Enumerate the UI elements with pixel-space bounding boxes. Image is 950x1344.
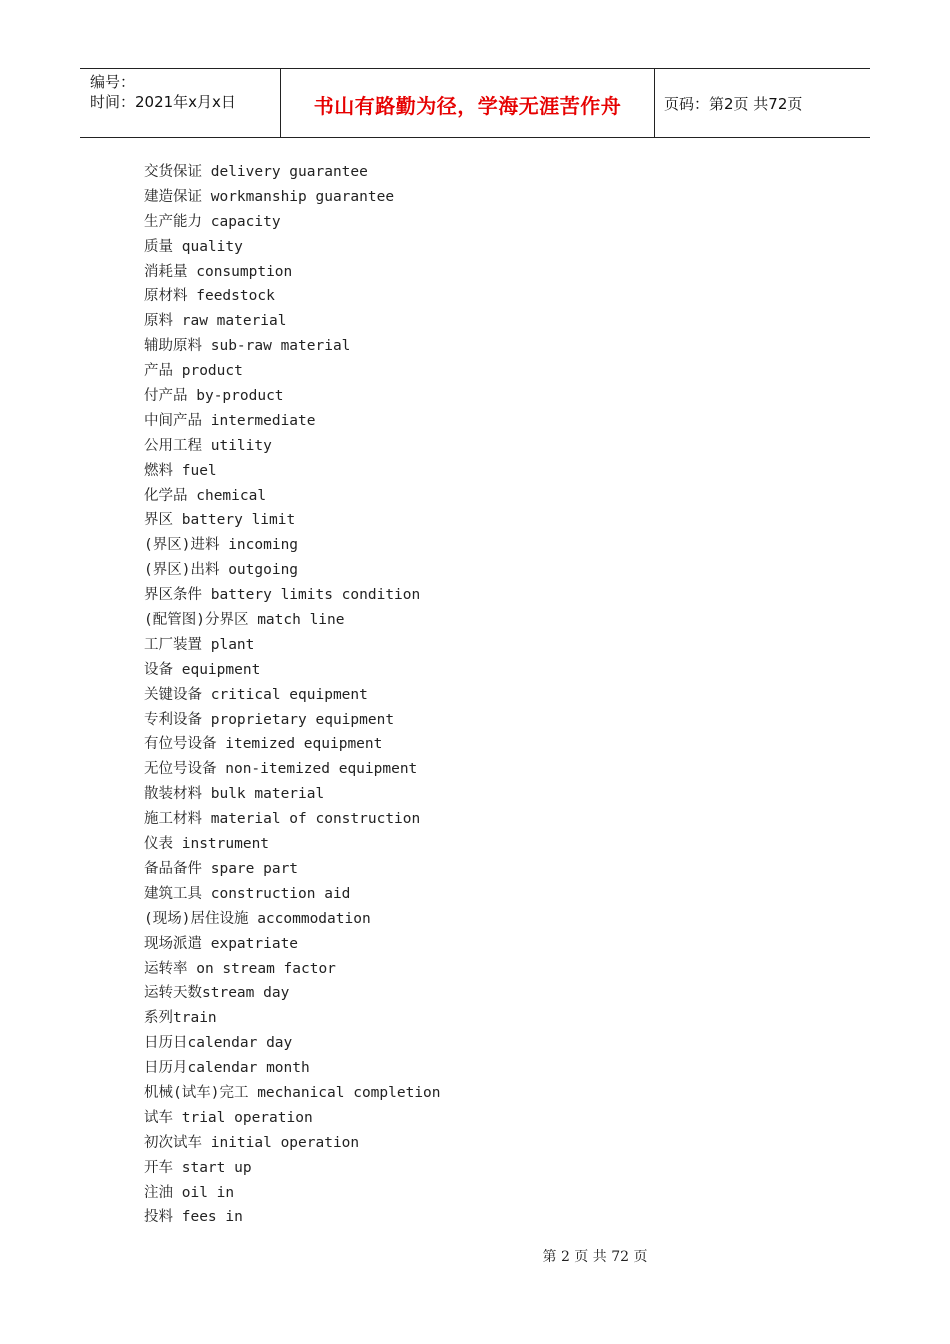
glossary-entry: 原材料 feedstock (144, 288, 275, 305)
glossary-entry: 仪表 instrument (144, 836, 270, 853)
glossary-entry: 公用工程 utility (144, 437, 272, 454)
glossary-entry: (界区)出料 outgoing (144, 562, 299, 579)
glossary-entry: 投料 fees in (144, 1209, 243, 1226)
page-info: 页码：第2页 共72页 (664, 95, 803, 113)
glossary-entry: 备品备件 spare part (144, 860, 299, 877)
glossary-entry: 试车 trial operation (144, 1109, 313, 1126)
glossary-entry: (界区)进料 incoming (144, 537, 299, 554)
glossary-entry: (现场)居住设施 accommodation (144, 910, 371, 927)
page-header (80, 68, 870, 138)
glossary-entry: 产品 product (144, 363, 243, 380)
glossary-entry: 专利设备 proprietary equipment (144, 711, 395, 728)
glossary-list (144, 160, 844, 1230)
header-right-cell (654, 69, 870, 137)
glossary-entry: (配管图)分界区 match line (144, 612, 345, 629)
glossary-entry: 建筑工具 construction aid (144, 885, 351, 902)
glossary-entry: 原料 raw material (144, 313, 287, 330)
glossary-entry: 有位号设备 itemized equipment (144, 736, 383, 753)
glossary-entry: 辅助原料 sub-raw material (144, 338, 351, 355)
glossary-entry: 运转天数stream day (144, 985, 290, 1002)
glossary-entry: 系列train (144, 1010, 217, 1027)
glossary-entry: 日历日calendar day (144, 1035, 293, 1052)
glossary-entry: 中间产品 intermediate (144, 412, 316, 429)
glossary-entry: 机械(试车)完工 mechanical completion (144, 1084, 441, 1101)
glossary-entry: 初次试车 initial operation (144, 1134, 360, 1151)
time-label: 时间：2021年x月x日 (90, 93, 236, 111)
header-motto-cell (280, 69, 655, 137)
glossary-entry: 化学品 chemical (144, 487, 267, 504)
glossary-entry: 界区 battery limit (144, 512, 296, 529)
number-label: 编号： (90, 73, 136, 91)
glossary-entry: 现场派遣 expatriate (144, 935, 299, 952)
glossary-entry: 质量 quality (144, 238, 243, 255)
glossary-entry: 付产品 by-product (144, 388, 284, 405)
header-left-cell (80, 69, 280, 137)
glossary-entry: 工厂装置 plant (144, 636, 255, 653)
glossary-entry: 日历月calendar month (144, 1060, 310, 1077)
glossary-entry: 注油 oil in (144, 1184, 235, 1201)
glossary-entry: 界区条件 battery limits condition (144, 587, 421, 604)
glossary-entry: 施工材料 material of construction (144, 811, 421, 828)
glossary-entry: 燃料 fuel (144, 462, 217, 479)
glossary-entry: 关键设备 critical equipment (144, 686, 368, 703)
glossary-entry: 散装材料 bulk material (144, 786, 325, 803)
glossary-entry: 设备 equipment (144, 661, 261, 678)
glossary-entry: 生产能力 capacity (144, 213, 281, 230)
glossary-entry: 无位号设备 non-itemized equipment (144, 761, 418, 778)
motto-text: 书山有路勤为径，学海无涯苦作舟 (313, 94, 622, 118)
glossary-entry: 开车 start up (144, 1159, 252, 1176)
glossary-entry: 交货保证 delivery guarantee (144, 164, 368, 180)
glossary-entry: 消耗量 consumption (144, 263, 293, 280)
page-footer: 第 2 页 共 72 页 (542, 1249, 648, 1265)
glossary-entry: 建造保证 workmanship guarantee (144, 188, 395, 205)
glossary-entry: 运转率 on stream factor (144, 960, 336, 977)
